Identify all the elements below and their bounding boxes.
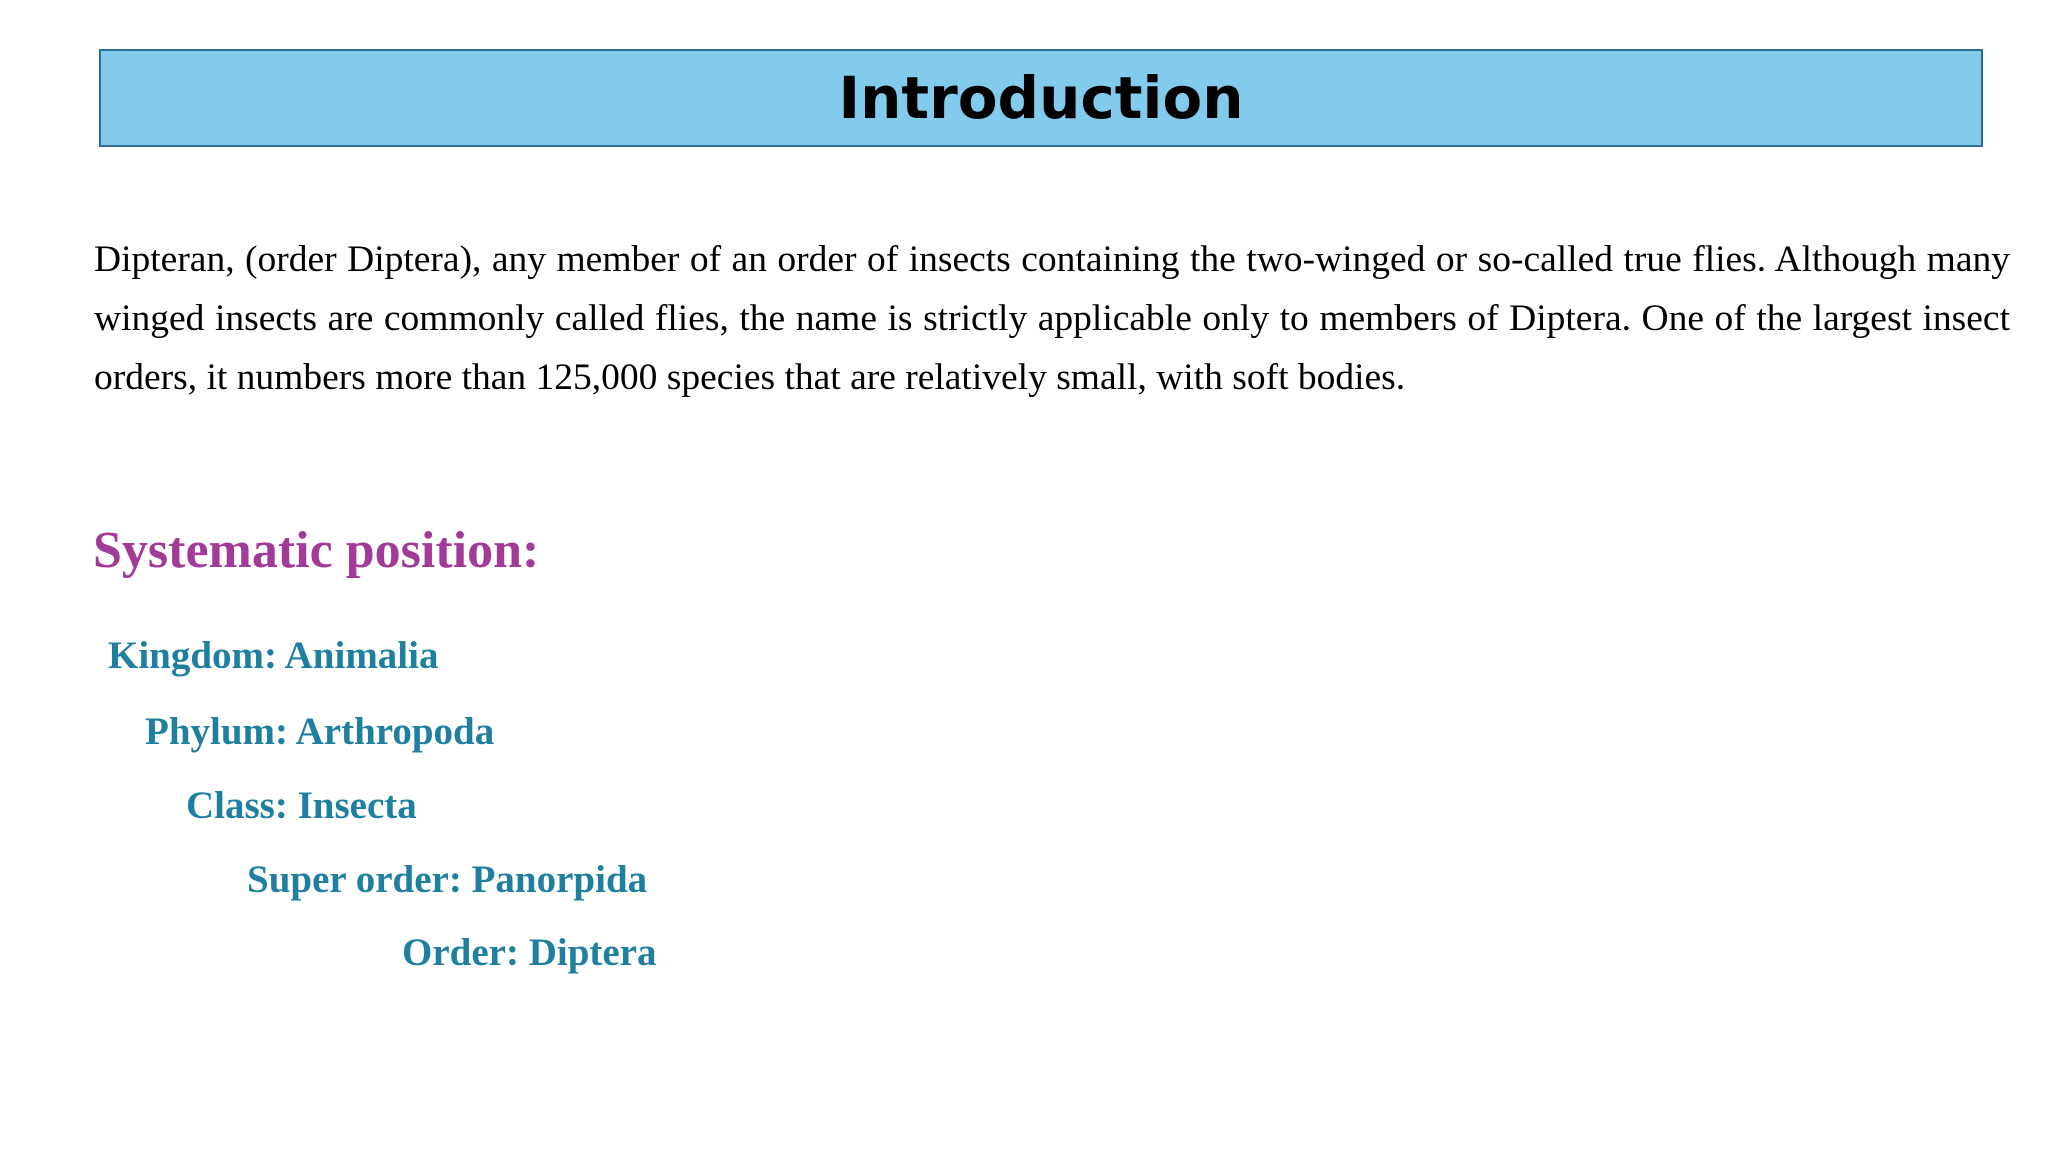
taxonomy-class: Class: Insecta: [186, 784, 417, 827]
systematic-position-heading: Systematic position:: [93, 522, 540, 579]
title-banner: [99, 49, 1983, 147]
slide-title: Introduction: [838, 64, 1244, 132]
taxonomy-order: Order: Diptera: [402, 931, 657, 974]
taxonomy-super-order: Super order: Panorpida: [247, 858, 648, 901]
intro-paragraph: Dipteran, (order Diptera), any member of an order of insects containing the two-winged or so-called true flies. Although many winged insects are commonly called flies, the name is strictly applicable only to members of Diptera. One of the largest insect orders, it numbers more than 125,000 species that are relatively small, with soft bodies.: [94, 239, 2010, 398]
taxonomy-kingdom: Kingdom: Animalia: [108, 634, 439, 677]
taxonomy-phylum: Phylum: Arthropoda: [145, 710, 495, 753]
